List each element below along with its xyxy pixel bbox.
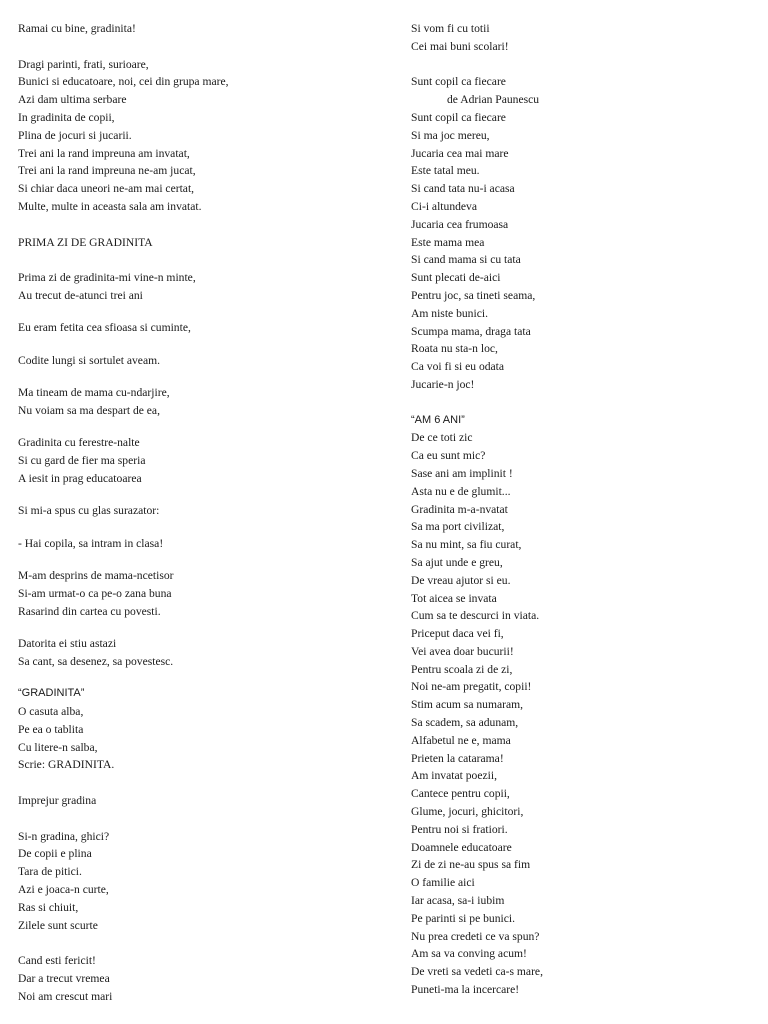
poem-line: Cu litere-n salba, [18, 740, 98, 754]
poem-line: Nu voiam sa ma despart de ea, [18, 403, 160, 417]
poem-line: Zilele sunt scurte [18, 918, 98, 932]
poem-line: Multe, multe in aceasta sala am invatat. [18, 199, 202, 213]
poem-line: Glume, jocuri, ghicitori, [411, 805, 524, 819]
poem-line: Pentru scoala zi de zi, [411, 662, 513, 676]
poem-line: Prima zi de gradinita-mi vine-n minte, [18, 271, 196, 285]
poem-line: Ci-i altundeva [411, 199, 478, 213]
poem-line: Cei mai buni scolari! [411, 39, 509, 53]
poem-line: Am niste bunici. [411, 306, 488, 320]
poem-line: Ca voi fi si eu odata [411, 360, 505, 374]
poem-line: Azi e joaca-n curte, [18, 883, 109, 897]
poem-line: Priceput daca vei fi, [411, 627, 504, 641]
poem-author: de Adrian Paunescu [447, 93, 540, 107]
poem-line: Tot aicea se invata [411, 591, 497, 605]
poem-line: De vreti sa vedeti ca-s mare, [411, 965, 543, 979]
poem-line: Cand esti fericit! [18, 954, 96, 968]
poem-line: Ramai cu bine, gradinita! [18, 22, 136, 35]
poem-line: Trei ani la rand impreuna am invatat, [18, 146, 190, 160]
poem-title: Sunt copil ca fiecare [411, 75, 506, 89]
poem-line: O casuta alba, [18, 705, 84, 719]
poem-line: Trei ani la rand impreuna ne-am jucat, [18, 164, 196, 178]
poem-line: Am invatat poezii, [411, 769, 497, 783]
poem-line: Bunici si educatoare, noi, cei din grupa mare, [18, 75, 229, 89]
poem-line: Gradinita m-a-nvatat [411, 502, 508, 516]
poem-line: Pe ea o tablita [18, 722, 84, 736]
poem-line: Prieten la catarama! [411, 751, 504, 765]
poem-line: Sunt copil ca fiecare [411, 110, 506, 124]
poem-line: Si cand mama si cu tata [411, 253, 521, 267]
poem-line: De ce toti zic [411, 431, 473, 445]
poem-line: Alfabetul ne e, mama [411, 733, 511, 747]
poem-line: Nu prea credeti ce va spun? [411, 929, 540, 943]
poem-line: Jucaria cea frumoasa [411, 217, 509, 231]
poem-line: Datorita ei stiu astazi [18, 637, 117, 651]
poem-line: Iar acasa, sa-i iubim [411, 894, 505, 908]
poem-line: M-am desprins de mama-ncetisor [18, 569, 174, 583]
poem-line: Dar a trecut vremea [18, 972, 110, 985]
poem-line: O familie aici [411, 876, 475, 890]
poem-line: Jucaria cea mai mare [411, 146, 509, 160]
poem-line: Asta nu e de glumit... [411, 484, 511, 498]
poem-line: Si-n gradina, ghici? [18, 829, 110, 843]
poem-line: Dragi parinti, frati, surioare, [18, 57, 149, 71]
poem-line: Si cand tata nu-i acasa [411, 182, 515, 196]
poem-title: “AM 6 ANI” [411, 413, 465, 426]
poem-line: Zi de zi ne-au spus sa fim [411, 858, 531, 872]
poem-line: Pentru joc, sa tineti seama, [411, 288, 536, 302]
poem-line: Roata nu sta-n loc, [411, 342, 498, 356]
poem-line: Sa cant, sa desenez, sa povestesc. [18, 654, 174, 668]
poem-title: PRIMA ZI DE GRADINITA [18, 235, 153, 249]
poem-line: Ca eu sunt mic? [411, 449, 486, 463]
poem-line: Pentru noi si fratiori. [411, 822, 508, 836]
poem-line: Noi am crescut mari [18, 989, 113, 1003]
poem-line: Este mama mea [411, 235, 485, 249]
poem-line: In gradinita de copii, [18, 110, 115, 124]
poem-line: Gradinita cu ferestre-nalte [18, 436, 140, 450]
poem-line: Si chiar daca uneori ne-am mai certat, [18, 182, 195, 196]
poem-line: Au trecut de-atunci trei ani [18, 288, 143, 302]
left-column [18, 20, 378, 1006]
poem-line: Sa scadem, sa adunam, [411, 716, 519, 730]
poem-line: Cantece pentru copii, [411, 787, 510, 801]
poem-line: Sunt plecati de-aici [411, 271, 501, 285]
poem-line: De vreau ajutor si eu. [411, 573, 511, 587]
poem-line: Sase ani am implinit ! [411, 466, 513, 480]
poem-title: “GRADINITA” [18, 687, 85, 700]
poem-line: Imprejur gradina [18, 794, 97, 808]
poem-line: Scumpa mama, draga tata [411, 324, 531, 338]
poem-line: Plina de jocuri si jucarii. [18, 128, 132, 142]
poem-line: Ras si chiuit, [18, 900, 79, 914]
poem-line: Vei avea doar bucurii! [411, 644, 514, 658]
poem-line: Si-am urmat-o ca pe-o zana buna [18, 586, 172, 600]
poem-line: Rasarind din cartea cu povesti. [18, 604, 161, 618]
poem-line: De copii e plina [18, 847, 92, 861]
right-column [411, 20, 751, 999]
poem-line: Si vom fi cu totii [411, 22, 490, 35]
poem-line: Stim acum sa numaram, [411, 698, 524, 712]
poem-line: Sa nu mint, sa fiu curat, [411, 538, 522, 552]
poem-line: A iesit in prag educatoarea [18, 471, 142, 485]
poem-line: - Hai copila, sa intram in clasa! [18, 536, 164, 550]
poem-line: Si cu gard de fier ma speria [18, 454, 146, 468]
poem-line: Puneti-ma la incercare! [411, 983, 520, 997]
poem-line: Ma tineam de mama cu-ndarjire, [18, 386, 170, 400]
poem-line: Scrie: GRADINITA. [18, 758, 115, 772]
poem-line: Sa ma port civilizat, [411, 520, 505, 534]
poem-line: Azi dam ultima serbare [18, 93, 127, 107]
poem-line: Cum sa te descurci in viata. [411, 609, 540, 623]
poem-line: Doamnele educatoare [411, 840, 512, 854]
poem-line: Am sa va conving acum! [411, 947, 527, 961]
poem-line: Eu eram fetita cea sfioasa si cuminte, [18, 321, 191, 335]
poem-line: Si mi-a spus cu glas surazator: [18, 504, 160, 518]
poem-line: Pe parinti si pe bunici. [411, 911, 516, 925]
poem-line: Noi ne-am pregatit, copii! [411, 680, 532, 694]
poem-line: Este tatal meu. [411, 164, 480, 178]
poem-line: Jucarie-n joc! [411, 377, 475, 391]
poem-line: Codite lungi si sortulet aveam. [18, 353, 161, 367]
poem-line: Sa ajut unde e greu, [411, 555, 503, 569]
poem-line: Tara de pitici. [18, 865, 82, 879]
poem-line: Si ma joc mereu, [411, 128, 490, 142]
